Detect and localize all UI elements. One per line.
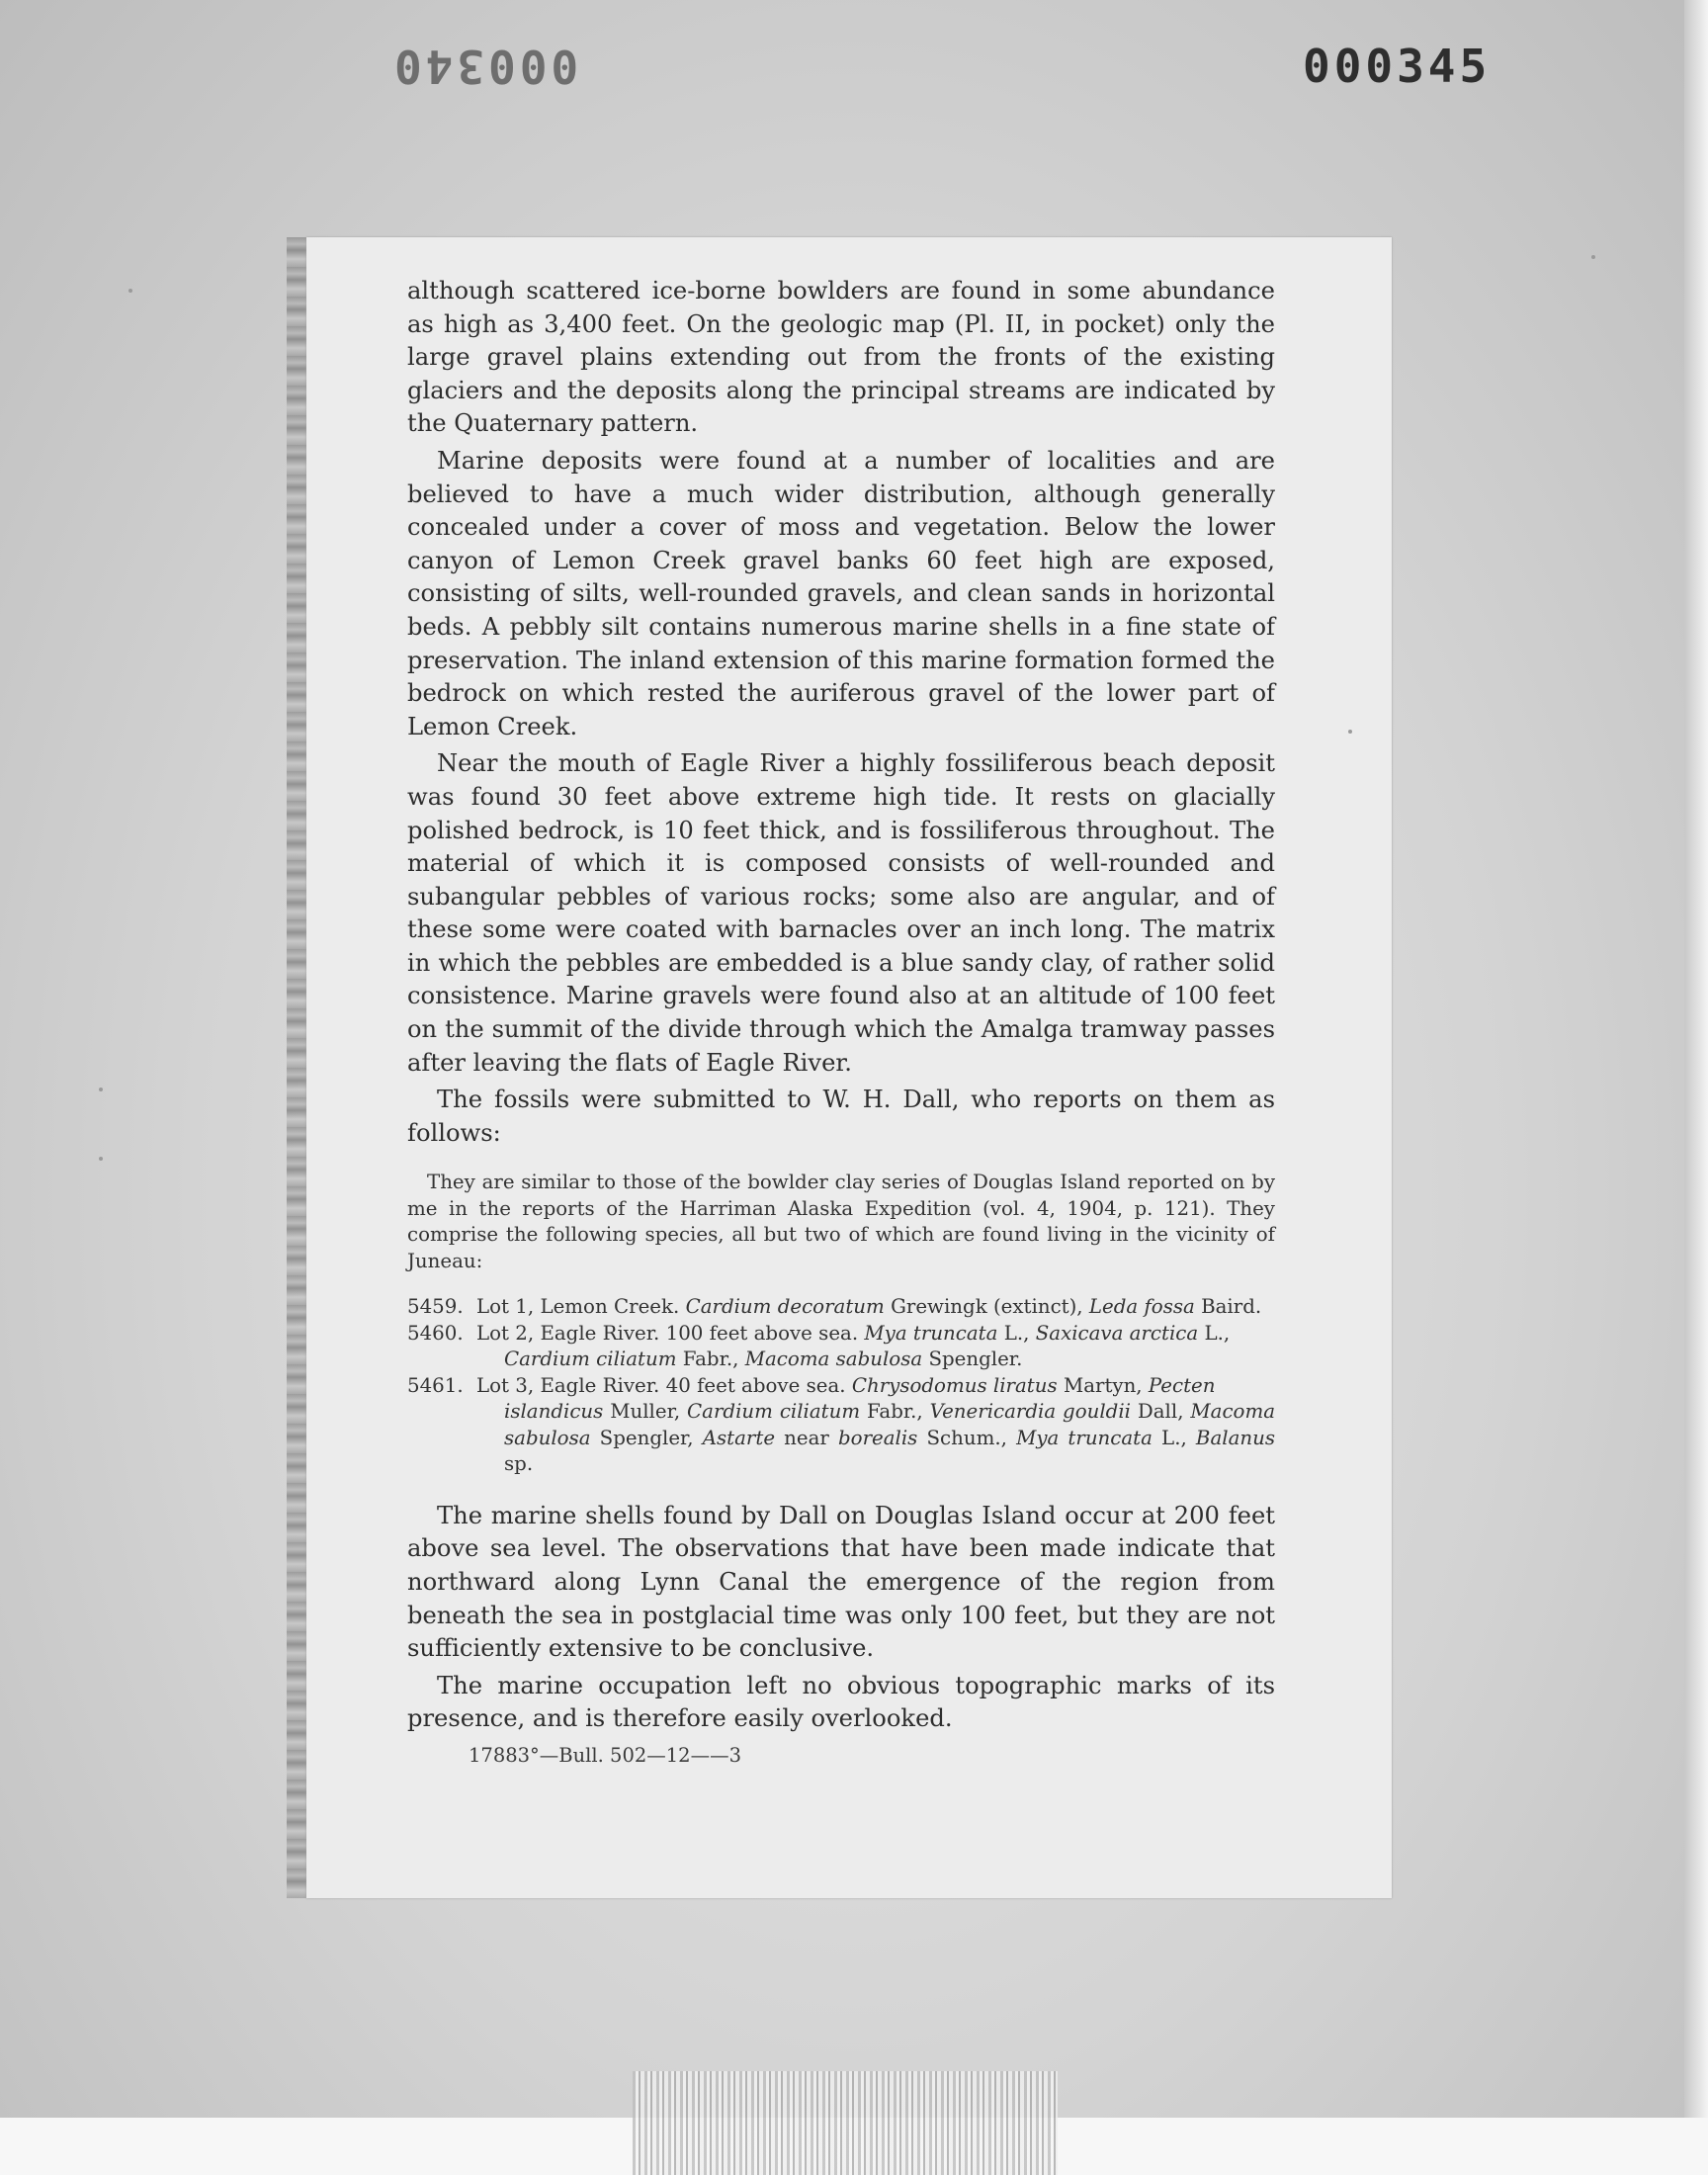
scan-speck: [99, 1088, 103, 1091]
lot-continuation: [476, 1399, 1275, 1478]
species-name: Cardium ciliatum: [504, 1348, 677, 1371]
lot-text-run: L.,: [1152, 1426, 1196, 1449]
lot-text-run: Spengler,: [590, 1426, 703, 1449]
species-name: Cardium ciliatum: [687, 1400, 861, 1424]
scan-speck: [128, 289, 132, 293]
lot-number: 5461.: [407, 1373, 464, 1397]
species-name: Macoma sabulosa: [504, 1400, 1275, 1449]
species-name: Pecten: [1148, 1373, 1216, 1397]
page-stamp-number: 000345: [1303, 40, 1492, 93]
species-name: Chrysodomus liratus: [851, 1373, 1058, 1397]
lot-text-run: Lot 3, Eagle River. 40 feet above sea.: [476, 1373, 852, 1397]
species-name: borealis: [838, 1426, 918, 1449]
scan-speck: [1591, 255, 1595, 259]
lot-description: [476, 1373, 1275, 1478]
lot-continuation: [476, 1347, 1275, 1373]
species-name: Leda fossa: [1088, 1295, 1195, 1319]
lot-text-run: sp.: [504, 1452, 534, 1476]
species-name: Venericardia gouldii: [929, 1400, 1131, 1424]
scan-edge: [1684, 0, 1708, 2175]
text-column: [407, 275, 1275, 1767]
lot-number: 5460.: [407, 1321, 464, 1345]
page-stamp-mirrored: 000340: [390, 40, 579, 93]
fossil-lot-2: [407, 1321, 1275, 1373]
species-name: Cardium decoratum: [685, 1295, 885, 1319]
lot-text-run: Fabr.,: [676, 1348, 745, 1371]
fossil-lot-1: [407, 1294, 1275, 1321]
scan-speck: [99, 1157, 103, 1161]
paragraph-2: Marine deposits were found at a number of localities and are believed to have a much wider distribution, although generally concealed under a cover of moss and vegetation. Below the lower canyon of Lemon Creek gravel banks 60 feet high are exposed, consisting of silts, well-rounded gravels, and clean sands in horizontal beds. A pebbly silt contains numerous marine shells in a fine state of preservation. The inland extension of this marine formation formed the bedrock on which rested the auriferous gravel of the lower part of Lemon Creek.: [407, 446, 1275, 740]
scan-artifact-stripes: [633, 2071, 1058, 2175]
lot-text-run: Lot 2, Eagle River. 100 feet above sea.: [476, 1321, 865, 1345]
lot-description: [476, 1294, 1275, 1321]
lot-text-run: near: [775, 1426, 838, 1449]
fossil-lot-3: [407, 1373, 1275, 1478]
lot-text-run: Spengler.: [922, 1348, 1023, 1371]
lot-text-run: Baird.: [1194, 1295, 1262, 1319]
lot-number: 5459.: [407, 1295, 464, 1319]
lot-text-run: Grewingk (extinct),: [884, 1295, 1089, 1319]
paragraph-6: The marine occupation left no obvious topographic marks of its presence, and is therefore easily overlooked.: [407, 1671, 1275, 1733]
lot-description: [476, 1321, 1275, 1373]
species-name: Balanus: [1195, 1426, 1275, 1449]
species-name: Saxicava arctica: [1035, 1321, 1199, 1345]
species-name: Astarte: [702, 1426, 776, 1449]
fossil-lot-list: [407, 1294, 1275, 1478]
lot-text-run: L.,: [1198, 1321, 1231, 1345]
species-name: Macoma sabulosa: [744, 1348, 923, 1371]
lot-text-run: Muller,: [603, 1400, 688, 1424]
lot-text-run: Lot 1, Lemon Creek.: [476, 1295, 686, 1319]
lot-text-run: Dall,: [1131, 1400, 1191, 1424]
species-name: Mya truncata: [1016, 1426, 1153, 1449]
paragraph-1: although scattered ice-borne bowlders are found in some abundance as high as 3,400 feet. On the geologic map (Pl. II, in pocket) only the large gravel plains extending out from the fronts of the existing glaciers and the deposits along the principal streams are indicated by the Quaternary pattern.: [407, 277, 1275, 438]
paragraph-3: Near the mouth of Eagle River a highly fossiliferous beach deposit was found 30 feet above extreme high tide. It rests on glacially polished bedrock, is 10 feet thick, and is fossiliferous throughout. The material of which it is composed consists of well-rounded and subangular pebbles of various rocks; some also are angular, and of these some were coated with barnacles over an inch long. The matrix in which the pebbles are embedded is a blue sandy clay, of rather solid consistence. Marine gravels were found also at an altitude of 100 feet on the summit of the divide through which the Amalga tramway passes after leaving the flats of Eagle River.: [407, 749, 1275, 1077]
paragraph-4: The fossils were submitted to W. H. Dall, who reports on them as follows:: [407, 1086, 1275, 1147]
dall-report-quote: They are similar to those of the bowlder clay series of Douglas Island reported on by me in the reports of the Harriman Alaska Expedition (vol. 4, 1904, p. 121). They comprise the following species, all but two of which are found living in the vicinity of Juneau:: [407, 1171, 1275, 1272]
lot-text-run: Schum.,: [917, 1426, 1017, 1449]
paragraph-5: The marine shells found by Dall on Douglas Island occur at 200 feet above sea level. The observations that have been made indicate that northward along Lynn Canal the emergence of the region from beneath the sea in postglacial time was only 100 feet, but they are not sufficiently extensive to be conclusive.: [407, 1501, 1275, 1663]
scan-speck: [1348, 730, 1352, 734]
lot-text-run: Fabr.,: [860, 1400, 930, 1424]
species-name: Mya truncata: [864, 1321, 998, 1345]
lot-text-run: L.,: [997, 1321, 1036, 1345]
lot-text-run: Martyn,: [1057, 1373, 1149, 1397]
species-name: islandicus: [504, 1400, 604, 1424]
page-footer-signature: 17883°—Bull. 502—12——3: [469, 1743, 741, 1767]
